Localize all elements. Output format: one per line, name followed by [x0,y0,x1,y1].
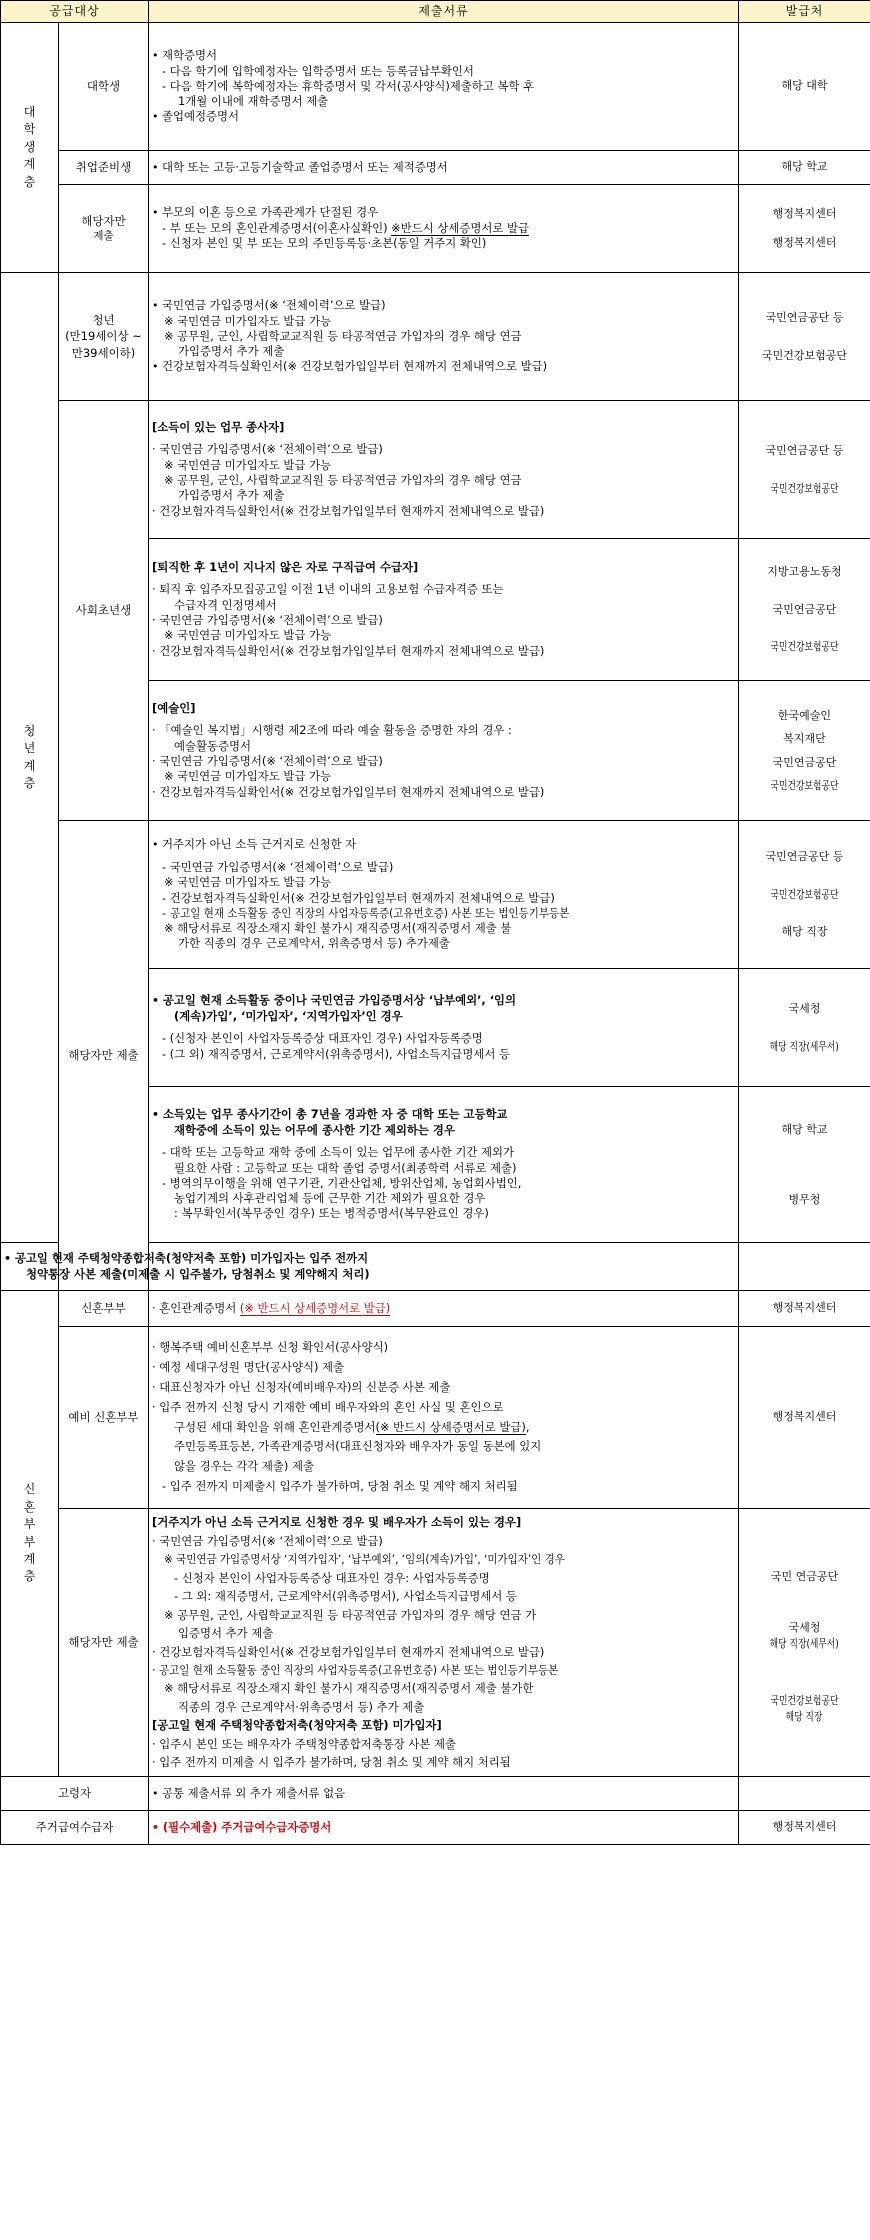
target-elderly: 고령자 [1,1777,149,1811]
group-char: 계 [23,157,36,172]
documents-pre-newlywed: · 행복주택 예비신혼부부 신청 확인서(공사양식) · 예정 세대구성원 명단(공사양식) 제출 · 대표신청자가 아닌 신청자(예비배우자)의 신분증 사본 제출 · 입주 전까지 신청 당시 기재한 예비 배우자와의 혼인 사실 및 혼인으로 구성된 세대 확인을 위해 혼인관계증명서(※ 반드시 상세증명서로 발급), 주민등록표등본, 가족관계증명서(대표신청자와 배우자가 동일 동본에 있지 않을 경우는 각각 제출) 제출 - 입주 전까지 미제출시 입주가 불가하며, 당첨 취소 및 계약 해지 처리됨 [149,1327,739,1509]
documents-applicable-income-location: • 거주지가 아닌 소득 근거지로 신청한 자 - 국민연금 가입증명서(※ ‘전체이력’으로 발급) ※ 국민연금 미가입자도 발급 가능 - 건강보험자격득실확인서(※ 건강보험가입일부터 현재까지 전체내역으로 발급) - 공고일 현재 소득활동 중인 직장의 사업자등록증(고유번호증) 사본 또는 법인등기부등본 ※ 해당서류로 직장소재지 확인 불가시 재직증명서(재직증명서 제출 불 가한 직종의 경우 근로계약서, 위촉증명서 등) 추가제출 [149,821,739,969]
documents-youth: • 국민연금 가입증명서(※ ‘전체이력’으로 발급) ※ 국민연금 미가입자도 발급 가능 ※ 공무원, 군인, 사립학교교직원 등 타공적연금 가입자의 경우 해당 연금 가입증명서 추가 제출 • 건강보험자격득실확인서(※ 건강보험가입일부터 현재까지 전체내역으로 발급) [149,273,739,401]
issuer-job-seeker: 해당 학교 [739,151,870,185]
header-supply-target: 공급대상 [1,1,149,23]
table-row [1,1811,870,1845]
group-char: 층 [23,174,36,189]
group-char: 년 [23,741,36,756]
target-line: 청년 [92,313,115,328]
group-char: 부 [23,1517,36,1532]
target-youth [59,273,149,401]
issuer-newlywed: 행정복지센터 [739,1291,870,1327]
target-applicable-only-3 [59,1509,149,1777]
documents-job-seeker: • 대학 또는 고등·고등기술학교 졸업증명서 또는 제적증명서 [149,151,739,185]
target-pre-newlywed [59,1327,149,1509]
red-underlined-note: (※ 반드시 상세증명서로 발급) [239,1300,391,1315]
issuer-elderly [739,1777,870,1811]
issuer-new-worker-income: 국민연금공단 등 국민건강보험공단 [739,401,870,539]
issuer-university: 해당 대학 [739,23,870,151]
group-char: 청 [23,723,36,738]
doc-line-with-underline: - 부 또는 모의 혼인관계증명서(이혼사실확인) ※반드시 상세증명서로 발급 [152,221,735,236]
table-row [1,1291,870,1327]
issuer-applicable-income-location: 국민연금공단 등 국민건강보험공단 해당 직장 [739,821,870,969]
documents-new-worker-retired: [퇴직한 후 1년이 지나지 않은 자로 구직급여 수급자] · 퇴직 후 입주자모집공고일 이전 1년 이내의 고용보험 수급자격증 또는 수급자격 인정명세서 · 국민연금 가입증명서(※ ‘전체이력’으로 발급) ※ 국민연금 미가입자도 발급 가능 · 건강보험자격득실확인서(※ 건강보험가입일부터 현재까지 전체내역으로 발급) [149,539,739,681]
documents-newlywed [149,1291,739,1327]
doc-line-with-underline: 구성된 세대 확인을 위해 혼인관계증명서(※ 반드시 상세증명서로 발급), [174,1419,530,1434]
table-row [1,185,870,273]
documents-applicable-pension-status: • 공고일 현재 소득활동 중이나 국민연금 가입증명서상 ‘납부예외’, ‘임의 (계속)가입’, ‘미가입자’, ‘지역가입자’인 경우 - (신청자 본인이 사업자등록증상 대표자인 경우) 사업자등록증명 - (그 외) 재직증명서, 근로계약서(위촉증명서), 사업소득지급명세서 등 [149,969,739,1087]
table-body [1,23,870,1845]
target-newlywed: 신혼부부 [59,1291,149,1327]
table-row [1,401,870,539]
target-university-student: 대학생 [59,23,149,151]
underlined-note: ※반드시 상세증명서로 발급 [391,221,529,236]
target-line: ~ [132,329,142,344]
target-line: (만19세이상 [65,329,129,344]
table-row [1,1509,870,1777]
target-line: 해당자만 [68,1635,113,1650]
target-line: 신혼부부 [94,1410,139,1425]
group-label-youth [1,273,59,1243]
target-line: 제출 [116,1635,139,1650]
documents-new-worker-income: [소득이 있는 업무 종사자] · 국민연금 가입증명서(※ ‘전체이력’으로 발급) ※ 국민연금 미가입자도 발급 가능 ※ 공무원, 군인, 사립학교교직원 등 타공적연금 가입자의 경우 해당 연금 가입증명서 추가 제출 · 건강보험자격득실확인서(※ 건강보험가입일부터 현재까지 전체내역으로 발급) [149,401,739,539]
target-line: 제출 [93,230,114,243]
documents-elderly: • 공통 제출서류 외 추가 제출서류 없음 [149,1777,739,1811]
header-documents: 제출서류 [149,1,739,23]
doc-line-with-red-underline: · 혼인관계증명서 (※ 반드시 상세증명서로 발급) [152,1301,735,1316]
table-row [1,821,870,969]
issuer-applicable-only-3: 국민 연금공단 국세청 해당 직장(세무서) 국민건강보험공단 해당 직장 [739,1509,870,1777]
target-applicable-only-1 [59,185,149,273]
table-header [1,1,870,23]
target-line: 해당자만 [68,1048,113,1063]
documents-university-student: • 재학증명서 - 다음 학기에 입학예정자는 입학증명서 또는 등록금납부확인서 - 다음 학기에 복학예정자는 휴학증명서 및 각서(공사양식)제출하고 복학 후 1개월 이내에 재학증명서 제출 • 졸업예정증명서 [149,23,739,151]
target-new-worker: 사회초년생 [59,401,149,821]
issuer-new-worker-artist: 한국예술인 복지재단 국민연금공단 국민건강보험공단 [739,681,870,821]
underlined-note: (※ 반드시 상세증명서로 발급) [375,1419,526,1434]
group-char: 생 [23,139,36,154]
documents-housing-benefit: • (필수제출) 주거급여수급자증명서 [149,1811,739,1845]
group-char: 대 [23,105,36,120]
group-char: 신 [23,1482,36,1497]
issuer-pre-newlywed: 행정복지센터 [739,1327,870,1509]
target-applicable-only-2 [59,821,149,1291]
issuer-housing-benefit: 행정복지센터 [739,1811,870,1845]
documents-applicable-housing-subscription: • 공고일 현재 주택청약종합저축(청약저축 포함) 미가입자는 입주 전까지 청약통장 사본 제출(미제출 시 입주불가, 당첨취소 및 계약해지 처리) [1,1243,59,1291]
group-char: 혼 [23,1499,36,1514]
issuer-new-worker-retired: 지방고용노동청 국민연금공단 국민건강보험공단 [739,539,870,681]
group-char: 계 [23,758,36,773]
table-row [1,23,870,151]
target-line: 해당자만 [81,214,126,229]
documents-new-worker-artist: [예술인] · 「예술인 복지법」시행령 제2조에 따라 예술 활동을 증명한 자의 경우 : 예술활동증명서 · 국민연금 가입증명서(※ ‘전체이력’으로 발급) ※ 국민연금 미가입자도 발급 가능 · 건강보험자격득실확인서(※ 건강보험가입일부터 현재까지 전체내역으로 발급) [149,681,739,821]
target-line: 만39세이하) [71,345,136,360]
group-char: 부 [23,1534,36,1549]
group-char: 층 [23,1569,36,1584]
group-label-newlywed [1,1291,59,1777]
target-job-seeker: 취업준비생 [59,151,149,185]
documents-applicable-seven-years: • 소득있는 업무 종사기간이 총 7년을 경과한 자 중 대학 또는 고등학교 재학중에 소득이 있는 어무에 종사한 기간 제외하는 경우 - 대학 또는 고등학교 재학 중에 소득이 있는 업무에 종사한 기간 제외가 필요한 사람 : 고등학교 또는 대학 졸업 증명서(최종학력 서류로 제출) - 병역의무이행을 위해 연구기관, 기관산업체, 방위산업체, 농업회사법인, 농업기계의 사후관리업체 등에 근무한 기간 제외가 필요한 경우 : 복무확인서(복무중인 경우) 또는 병적증명서(복무완료인 경우) [149,1087,739,1243]
group-char: 층 [23,775,36,790]
issuer-youth: 국민연금공단 등 국민건강보험공단 [739,273,870,401]
group-label-university [1,23,59,273]
issuer-applicable-seven-years: 해당 학교 병무청 [739,1087,870,1243]
table-row [1,151,870,185]
documents-applicable-only-1: • 부모의 이혼 등으로 가족관계가 단절된 경우 - 부 또는 모의 혼인관계증명서(이혼사실확인) ※반드시 상세증명서로 발급 - 신청자 본인 및 부 또는 모의 주민등록등·초본(동일 거주지 확인) [149,185,739,273]
table-row [1,1777,870,1811]
target-housing-benefit: 주거급여수급자 [1,1811,149,1845]
table-row [1,273,870,401]
documents-applicable-only-3: [거주지가 아닌 소득 근거지로 신청한 경우 및 배우자가 소득이 있는 경우] · 국민연금 가입증명서(※ ‘전체이력’으로 발급) ※ 국민연금 가입증명서상 ‘지역가입자’, ‘납부예외’, ‘임의(계속)가입’, ‘미가입자’인 경우 - 신청자 본인이 사업자등록증상 대표자인 경우: 사업자등록증명 - 그 외: 재직증명서, 근로계약서(위촉증명서), 사업소득지급명세서 등 ※ 공무원, 군인, 사립학교교직원 등 타공적연금 가입자의 경우 해당 연금 가 입증명서 추가 제출 · 건강보험자격득실확인서(※ 건강보험가입일부터 현재까지 전체내역으로 발급) · 공고일 현재 소득활동 중인 직장의 사업자등록증(고유번호증) 사본 또는 법인등기부등본 ※ 해당서류로 직장소재지 확인 불가시 재직증명서(재직증명서 제출 불가한 직종의 경우 근로계약서·위촉증명서 등) 추가 제출 [공고일 현재 주택청약종합저축(청약저축 포함) 미가입자] · 입주시 본인 또는 배우자가 주택청약종합저축통장 사본 제출 · 입주 전까지 미제출 시 입주가 불가하며, 당첨 취소 및 계약 해지 처리됨 [149,1509,739,1777]
issuer-applicable-only-1: 행정복지센터 행정복지센터 [739,185,870,273]
group-char: 학 [23,122,36,137]
target-line: 제출 [116,1048,139,1063]
target-line: 예비 [68,1410,91,1425]
group-char: 계 [23,1551,36,1566]
header-issuer: 발급처 [739,1,870,23]
table-row [1,1327,870,1509]
issuer-applicable-pension-status: 국세청 해당 직장(세무서) [739,969,870,1087]
header-row [1,1,870,23]
